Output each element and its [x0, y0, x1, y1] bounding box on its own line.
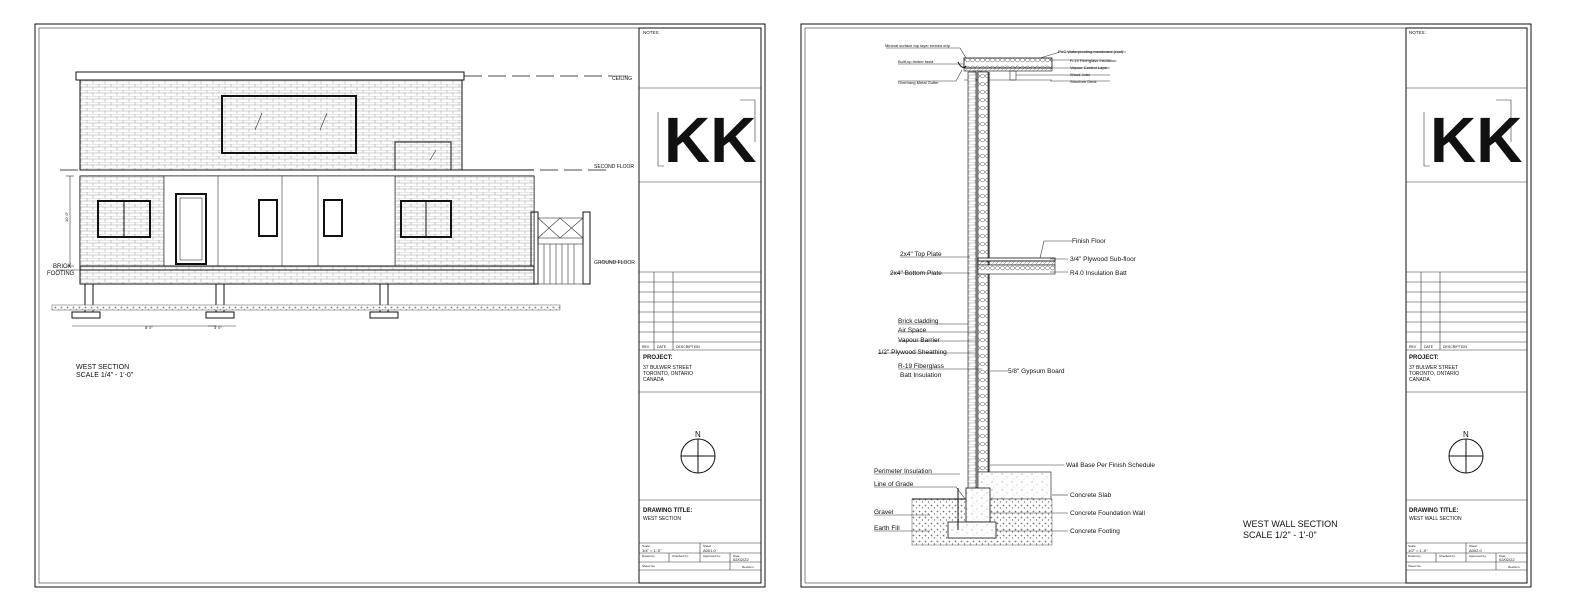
roof-label-fasia: Built-up timber fasia	[898, 59, 934, 64]
label-line-of-grade: Line of Grade	[874, 481, 914, 488]
drawn-label-2: Drawn by:	[1408, 554, 1422, 558]
sheet-no-label-2: Sheet No.	[1408, 564, 1422, 568]
label-subfloor: 3/4" Plywood Sub-floor	[1070, 256, 1136, 263]
label-concrete-slab: Concrete Slab	[1070, 492, 1112, 499]
sheet-1	[35, 24, 765, 587]
label-foundation-wall: Concrete Foundation Wall	[1070, 510, 1145, 517]
roof-label-deck: Structure Deck	[1070, 79, 1097, 84]
dim-bottom-left: 8' 0"	[145, 325, 153, 330]
view-scale: SCALE 1/4" - 1'-0"	[76, 372, 134, 379]
label-brick-cladding: Brick cladding	[898, 318, 939, 325]
rev-header-rev-2: REV	[1409, 345, 1417, 349]
level-second-floor: SECOND FLOOR	[594, 164, 635, 170]
label-r19-fiberglass: R-19 Fiberglass	[898, 363, 944, 370]
date-value: 02/02/22	[733, 557, 749, 562]
rev-header-date: DATE	[657, 345, 667, 349]
address-line-2: TORONTO, ONTARIO	[643, 371, 694, 377]
address-line-3: CANADA	[643, 377, 664, 383]
label-air-space: Air Space	[898, 327, 927, 334]
drawn-label: Drawn by:	[642, 554, 656, 558]
project-label: PROJECT:	[643, 355, 673, 361]
roof-label-pvc: PVC Waterproofing membrane (roof)	[1058, 49, 1124, 54]
label-gypsum-board: 5/8" Gypsum Board	[1008, 368, 1065, 375]
roof-label-mineral: Mineral surface top layer embed drip	[885, 43, 950, 48]
checked-label: Checked by:	[672, 554, 689, 558]
label-top-plate: 2x4" Top Plate	[900, 251, 942, 258]
sheet-value-2: A002.0	[1469, 548, 1482, 553]
sheet-label-2: Sheet:	[1469, 544, 1478, 548]
scale-value-2: 1/2" = 1'-0"	[1408, 548, 1428, 553]
address-line-3-2: CANADA	[1409, 377, 1430, 383]
date-value-2: 02/02/22	[1499, 557, 1515, 562]
notes-label-2: NOTES:	[1409, 30, 1426, 35]
dim-vertical: 10' 0"	[64, 212, 69, 222]
address-line-2-2: TORONTO, ONTARIO	[1409, 371, 1460, 377]
north-label: N	[695, 430, 701, 439]
drawing-title-label: DRAWING TITLE:	[643, 508, 693, 514]
view-scale-2: SCALE 1/2" - 1'-0"	[1243, 530, 1317, 540]
dim-bottom-right: 3' 0"	[214, 325, 222, 330]
drawing-title-label-2: DRAWING TITLE:	[1409, 508, 1459, 514]
garden-gate	[531, 212, 590, 284]
wall-section-detail	[912, 58, 1055, 545]
label-plywood-sheathing: 1/2" Plywood Sheathing	[878, 349, 947, 356]
date-label-2: Date:	[1499, 554, 1507, 558]
sheet-2-outer-border	[801, 24, 1531, 587]
view-title: WEST SECTION	[76, 364, 130, 371]
north-label-2: N	[1463, 430, 1469, 439]
roof-label-joist: Wood Joist	[1070, 72, 1090, 77]
label-earth-fill: Earth Fill	[874, 525, 900, 532]
scale-label-2: Scale:	[1408, 544, 1417, 548]
sheet-2	[801, 24, 1531, 587]
sheet-label: Sheet:	[703, 544, 712, 548]
leader-lines	[874, 48, 1126, 531]
level-ceiling: CEILING	[612, 76, 633, 82]
label-vapour-barrier: Vapour Barrier	[898, 337, 940, 344]
label-r4-batt: R4.0 Insulation Batt	[1070, 270, 1127, 277]
label-perimeter-insulation: Perimeter Insulation	[874, 468, 932, 475]
roof-label-r19: R-19 Fiberglass Insulation	[1070, 58, 1117, 63]
rev-header-rev: REV	[642, 345, 650, 349]
view-title-2: WEST WALL SECTION	[1243, 519, 1338, 529]
rev-header-description-2: DESCRIPTION	[1443, 345, 1467, 349]
approved-label-2: Approved by:	[1469, 554, 1487, 558]
label-finish-floor: Finish Floor	[1072, 238, 1106, 245]
project-label-2: PROJECT:	[1409, 355, 1439, 361]
rev-header-date-2: DATE	[1424, 345, 1434, 349]
label-wall-base: Wall Base Per Finish Schedule	[1066, 462, 1155, 469]
rev-header-description: DESCRIPTION	[676, 345, 700, 349]
brick-label: BRICK	[53, 264, 72, 270]
address-line-1-2: 37 BULWER STREET	[1409, 365, 1459, 371]
sheet-value: A001.0	[703, 548, 716, 553]
logo-kk-2: KK	[1430, 104, 1523, 176]
address-line-1: 37 BULWER STREET	[643, 365, 693, 371]
label-batt-insulation: Batt Insulation	[900, 372, 942, 379]
revision-label-2: Revision	[1508, 565, 1520, 569]
label-bottom-plate: 2x4" Bottom Plate	[890, 270, 942, 277]
label-concrete-footing: Concrete Footing	[1070, 528, 1120, 535]
level-ground-floor: GROUND FLOOR	[594, 260, 635, 266]
sheet-no-label: Sheet No.	[642, 564, 656, 568]
west-section-elevation	[52, 72, 628, 326]
drawing-title-2: WEST WALL SECTION	[1409, 516, 1462, 522]
footing-label: FOOTING	[47, 271, 75, 277]
revision-label: Revision	[742, 565, 754, 569]
drawing-title: WEST SECTION	[643, 516, 681, 522]
label-gravel: Gravel	[874, 509, 894, 516]
approved-label: Approved by:	[703, 554, 721, 558]
scale-value: 1/4" = 1'-0"	[642, 548, 662, 553]
scale-label: Scale:	[642, 544, 651, 548]
roof-label-vapour: Vapour Control Layer	[1070, 65, 1108, 70]
notes-label: NOTES:	[643, 30, 660, 35]
checked-label-2: Checked by:	[1439, 554, 1456, 558]
date-label: Date:	[733, 554, 741, 558]
roof-label-gutter: Overhang Metal Gutter	[898, 80, 939, 85]
logo-kk: KK	[664, 104, 757, 176]
